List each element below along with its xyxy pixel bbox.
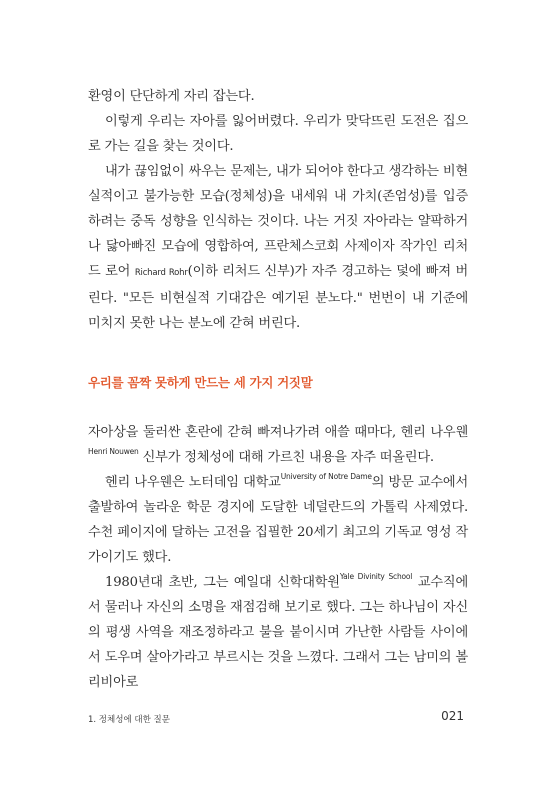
paragraph-text: 이렇게 우리는 자아를 잃어버렸다. 우리가 맞닥뜨린 도전은 집으로 가는 길을 찾는 것이다.	[88, 114, 468, 154]
paragraph-text: 자아상을 둘러싼 혼란에 갇혀 빠져나가려 애쓸 때마다, 헨리 나우웬	[88, 425, 468, 440]
paragraph	[88, 84, 468, 109]
body-text-lower	[88, 420, 468, 695]
foreign-name: Yale Divinity School	[339, 572, 413, 581]
paragraph-text: 환영이 단단하게 자리 잡는다.	[88, 89, 255, 104]
paragraph	[88, 570, 468, 695]
body-text-upper	[88, 84, 468, 336]
paragraph	[88, 420, 468, 470]
paragraph-text: 1980년대 초반, 그는 예일대 신학대학원	[105, 575, 340, 590]
page-number: 021	[441, 709, 464, 723]
paragraph-text: 내가 끊임없이 싸우는 문제는, 내가 되어야 한다고 생각하는 비현실적이고 불가능한 모습(정체성)을 내세워 내 가치(존엄성)를 입증하려는 중독 성향을 인식하는 것이다. 나는 거짓 자아라는 얄팍하거나 닳아빠진 모습에 영합하여, 프란체스코회 사제이자 작가인 리처드 로어	[88, 164, 468, 279]
paragraph-text: 신부가 정체성에 대해 가르친 내용을 자주 떠올린다.	[138, 450, 434, 465]
running-footer-chapter: 1. 정체성에 대한 질문	[88, 715, 170, 725]
paragraph	[88, 470, 468, 570]
paragraph-text: (이하 리처드 신부)가 자주 경고하는 덫에 빠져 버린다. "모든 비현실적 기대감은 예기된 분노다." 번번이 내 기준에 미치지 못한 나는 분노에 갇혀 버린다.	[88, 264, 469, 331]
foreign-name: Henri Nouwen	[88, 447, 139, 456]
foreign-name: University of Notre Dame	[280, 472, 372, 481]
paragraph-text: 의 방문 교수에서 출발하여 놀라운 학문 경지에 도달한 네덜란드의 가톨릭 사제였다. 수천 페이지에 달하는 고전을 집필한 20세기 최고의 기독교 영성 작가이기도 했다.	[88, 475, 468, 565]
paragraph-text: 교수직에서 물러나 자신의 소명을 재점검해 보기로 했다. 그는 하나님이 자신의 평생 사역을 재조정하라고 불을 붙이시며 가난한 사람들 사이에서 도우며 살아가라고 부르시는 것을 느꼈다. 그래서 그는 남미의 볼리비아로	[88, 575, 468, 690]
section-heading: 우리를 꼼짝 못하게 만드는 세 가지 거짓말	[88, 375, 313, 390]
paragraph-text: 헨리 나우웬은 노터데임 대학교	[105, 475, 281, 490]
paragraph	[88, 159, 468, 336]
paragraph	[88, 109, 468, 159]
foreign-name: Richard Rohr	[134, 268, 188, 278]
